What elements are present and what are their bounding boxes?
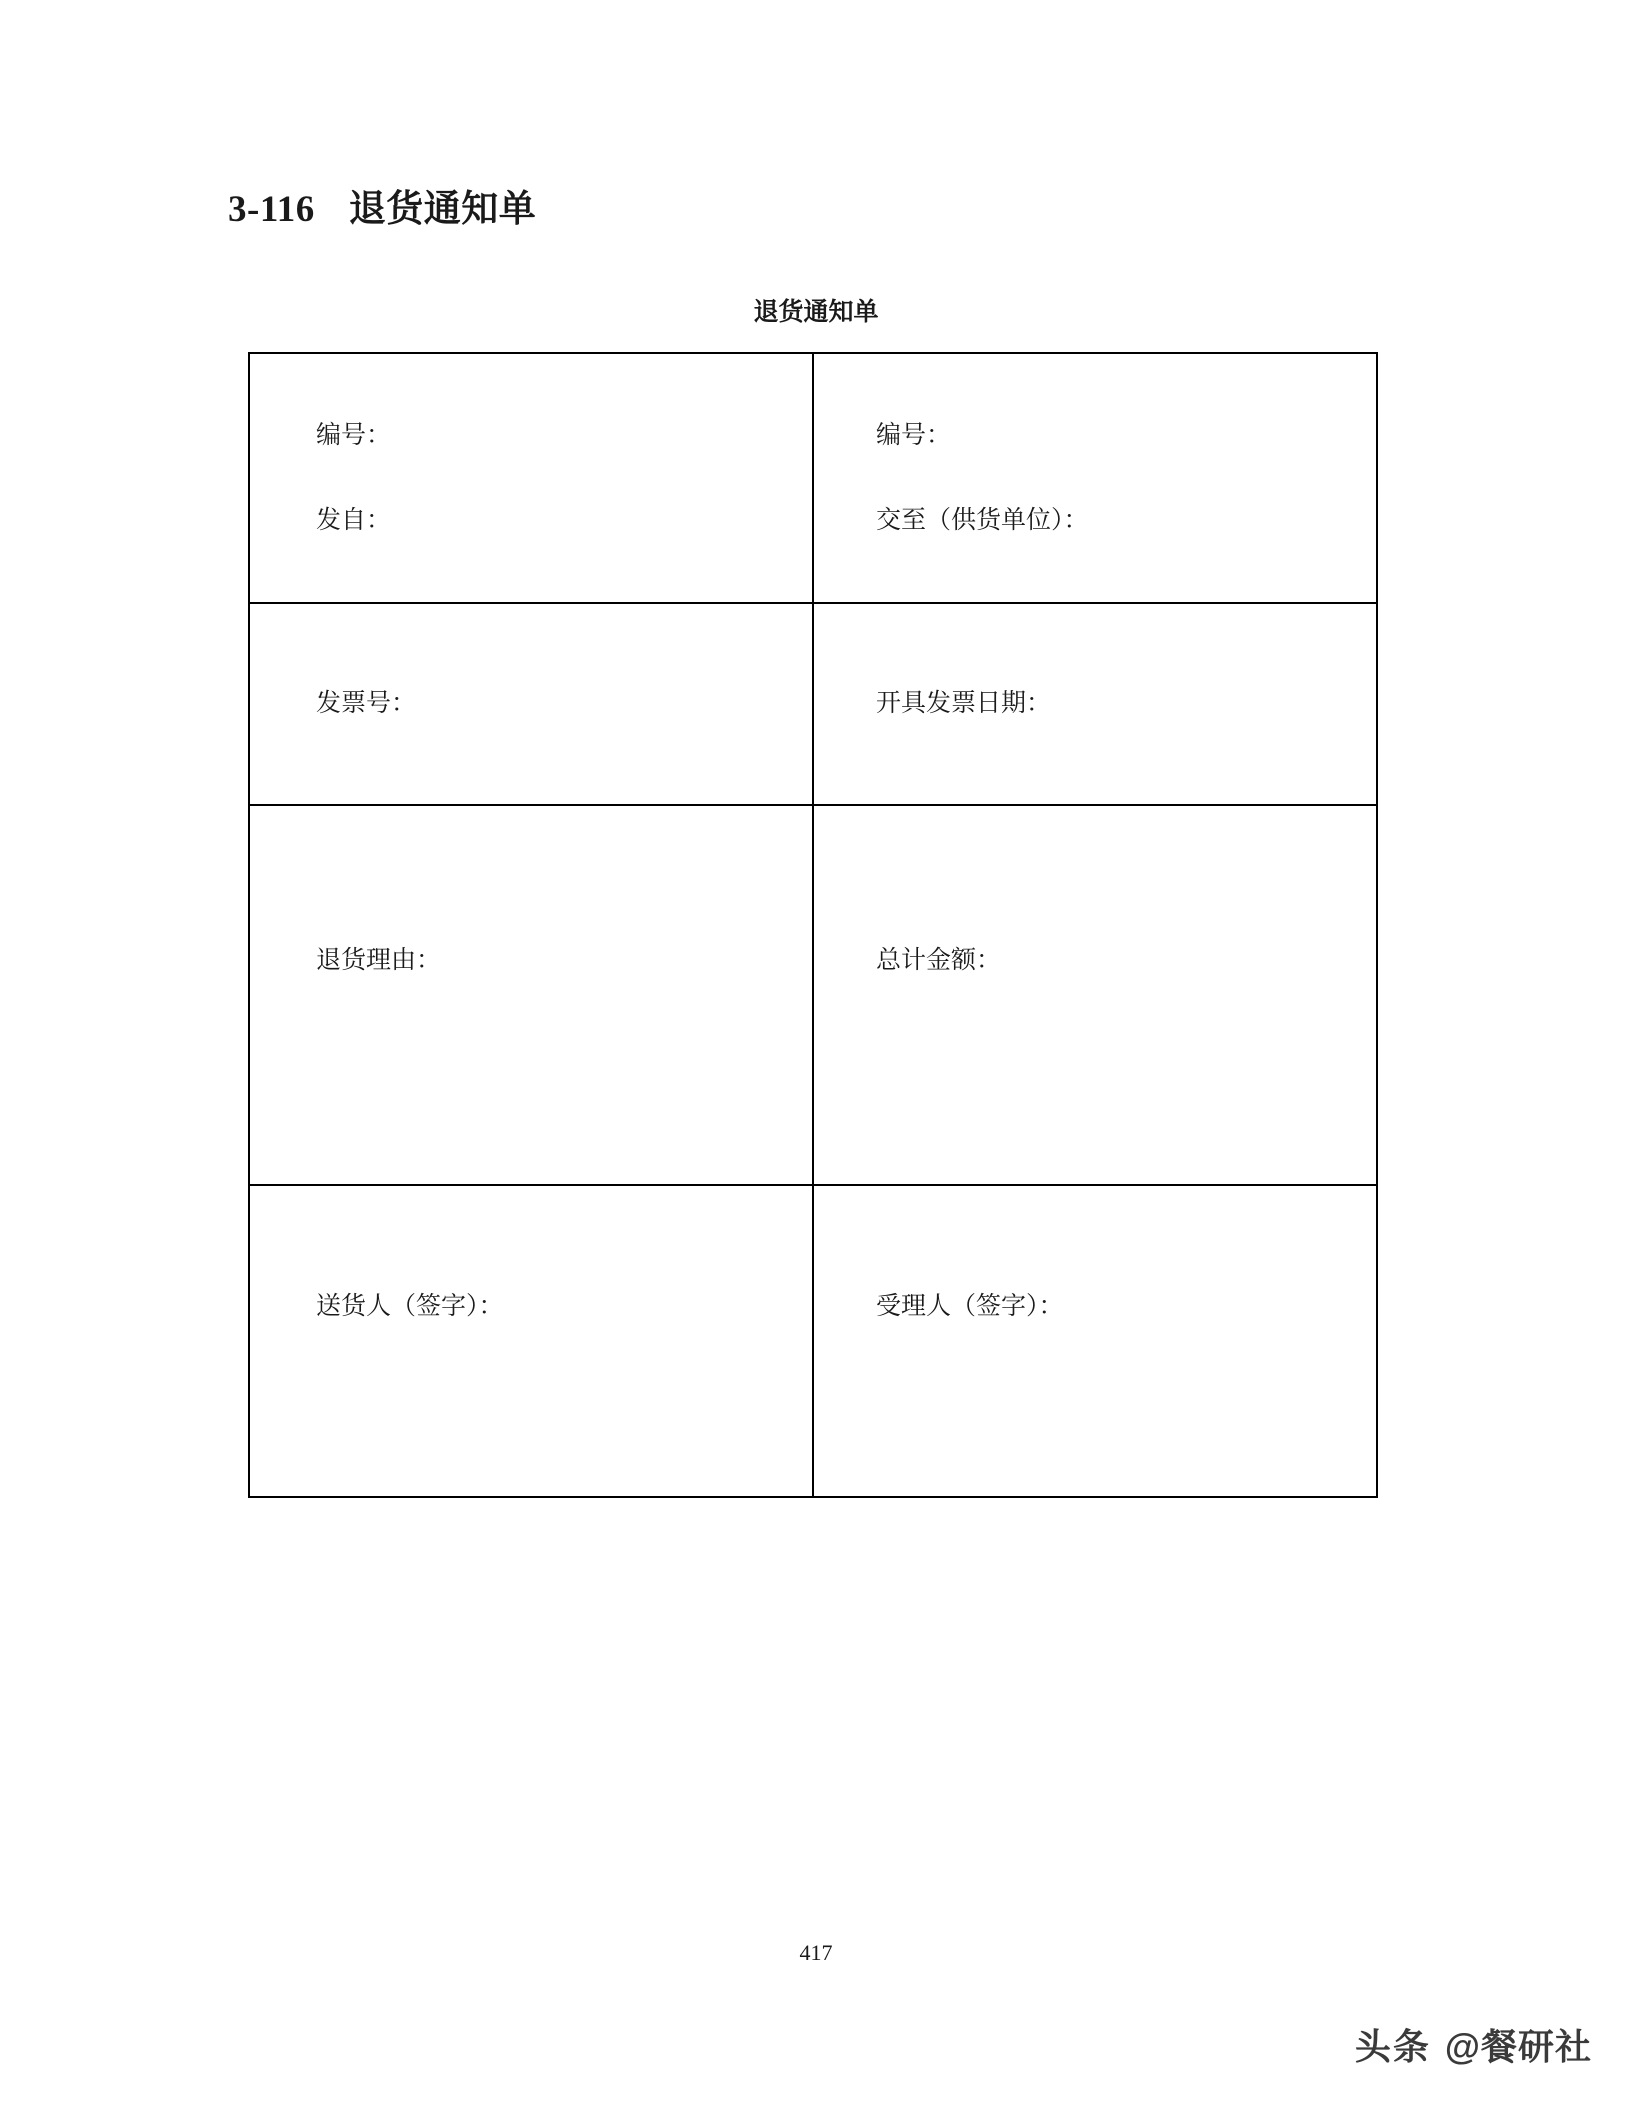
watermark (1355, 2019, 1592, 2070)
table-row (249, 603, 1377, 805)
field-label-deliver-to: 交至（供货单位）： (876, 507, 1089, 534)
field-label-deliverer-signature: 送货人（签字）： (316, 1293, 504, 1321)
heading-number: 3-116 (228, 189, 315, 230)
cell-total-amount (813, 805, 1377, 1185)
form-title: 退货通知单 (753, 299, 879, 326)
field-label-invoice-date: 开具发票日期： (876, 690, 1052, 718)
field-label-invoice-number: 发票号： (316, 690, 417, 718)
return-notice-form (248, 352, 1378, 1498)
field-label-return-reason: 退货理由： (316, 947, 442, 975)
cell-invoice-number (249, 603, 813, 805)
cell-deliverer-signature (249, 1185, 813, 1497)
cell-receiver-info (813, 353, 1377, 603)
watermark-left-text: 头条 (1354, 2026, 1431, 2067)
page-number: 417 (799, 1940, 833, 1965)
heading-title: 退货通知单 (348, 189, 537, 230)
table-row (249, 353, 1377, 603)
field-label-number-right: 编号： (876, 421, 952, 449)
watermark-right-text: @餐研社 (1444, 2026, 1592, 2067)
field-label-acceptor-signature: 受理人（签字）： (876, 1293, 1064, 1321)
cell-invoice-date (813, 603, 1377, 805)
table-row (249, 1185, 1377, 1497)
cell-return-reason (249, 805, 813, 1185)
page-title (228, 178, 536, 232)
field-label-from: 发自： (316, 507, 392, 534)
field-label-total-amount: 总计金额： (876, 947, 1002, 975)
cell-sender-info (249, 353, 813, 603)
table-row (249, 805, 1377, 1185)
field-label-number-left: 编号： (316, 421, 392, 449)
cell-acceptor-signature (813, 1185, 1377, 1497)
